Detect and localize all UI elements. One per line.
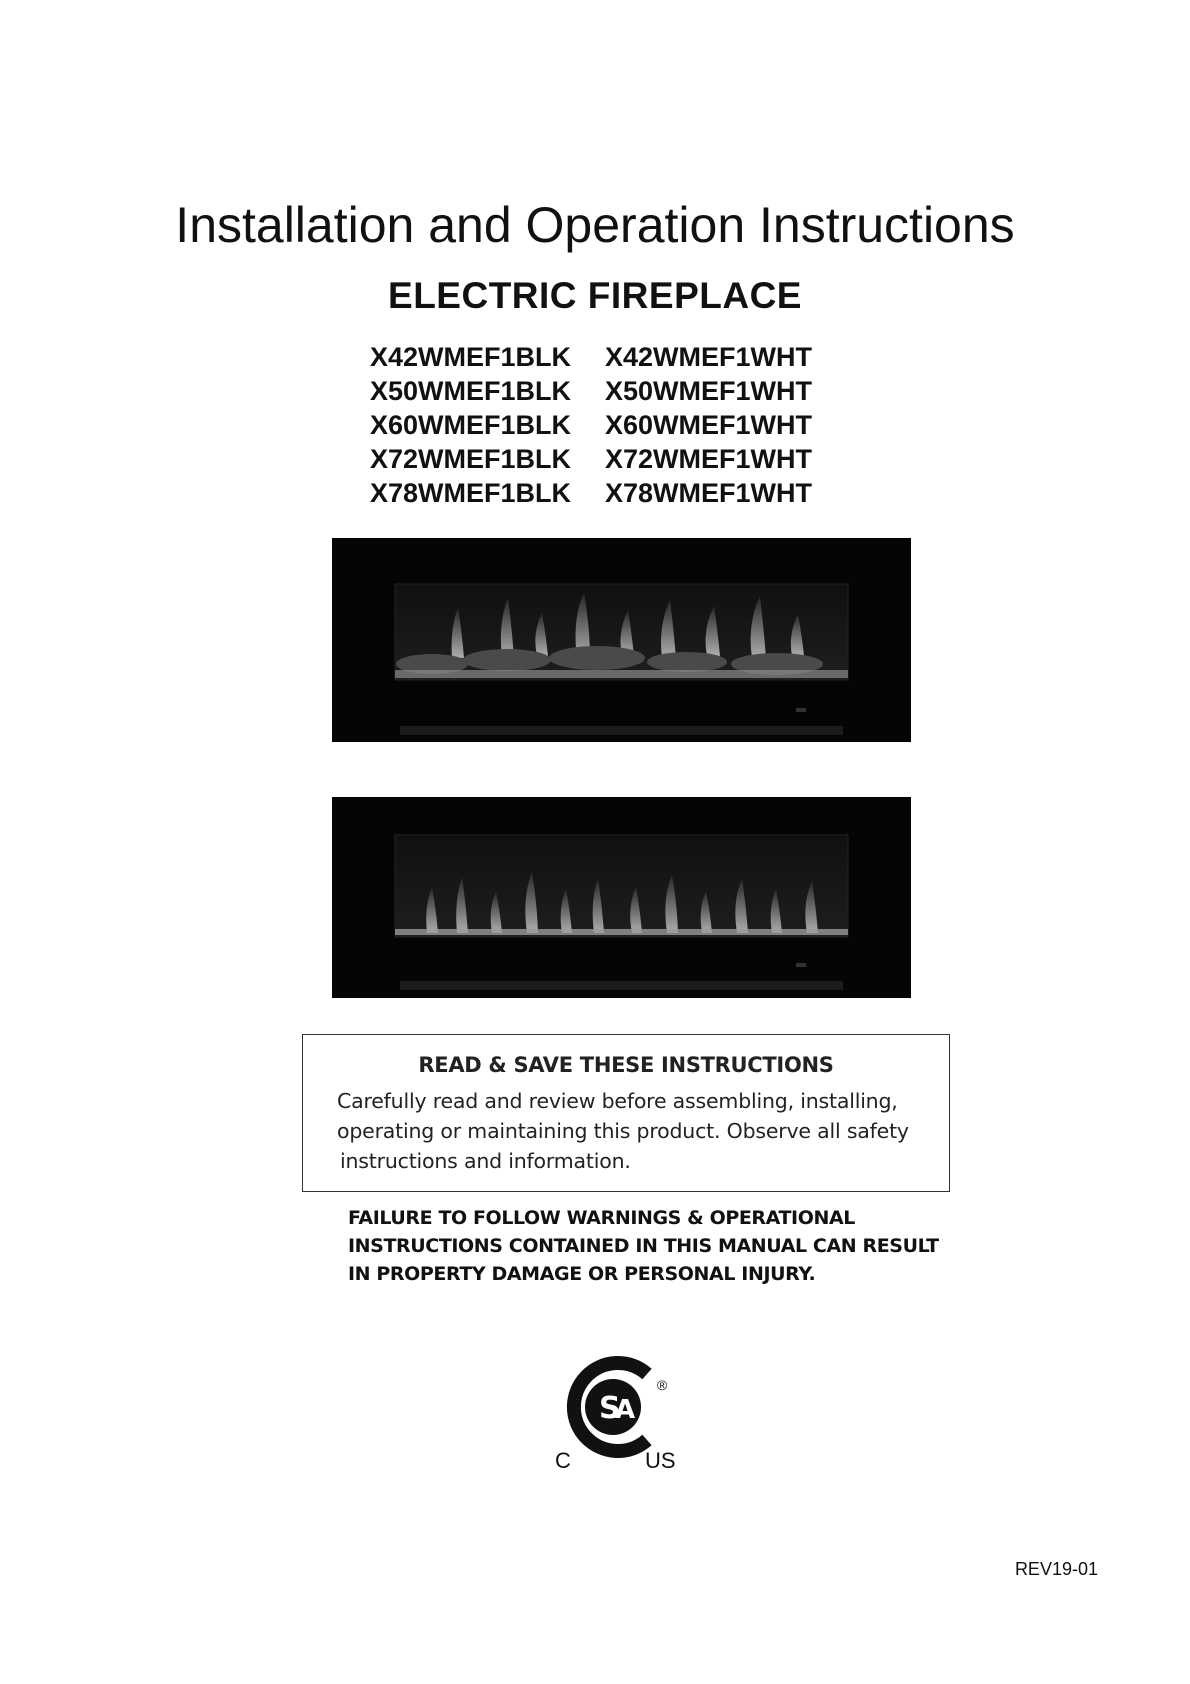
model-row — [370, 476, 840, 510]
read-save-notice — [302, 1034, 950, 1192]
model-list — [370, 340, 840, 510]
fireplace-image-crystals — [332, 797, 911, 998]
model-row — [370, 408, 840, 442]
csa-c-mark: C — [555, 1448, 571, 1472]
notice-line: instructions and information. — [340, 1149, 631, 1173]
model-number-white: X50WMEF1WHT — [605, 376, 813, 406]
model-number-black: X60WMEF1BLK — [370, 410, 572, 440]
fireplace-image-logs — [332, 538, 911, 742]
model-row — [370, 442, 840, 476]
notice-line: operating or maintaining this product. Observe all safety — [337, 1119, 909, 1143]
model-number-white: X72WMEF1WHT — [605, 444, 813, 474]
warning-line: IN PROPERTY DAMAGE OR PERSONAL INJURY. — [348, 1263, 816, 1285]
model-number-black: X50WMEF1BLK — [370, 376, 572, 406]
model-number-white: X42WMEF1WHT — [605, 342, 813, 372]
svg-text:S: S — [599, 1391, 621, 1426]
fireplace-crystals-illustration — [332, 797, 911, 998]
csa-logo-icon — [545, 1352, 695, 1472]
model-number-black: X42WMEF1BLK — [370, 342, 572, 372]
notice-body — [337, 1086, 937, 1176]
warning-line: INSTRUCTIONS CONTAINED IN THIS MANUAL CAN RESULT — [348, 1235, 939, 1257]
revision-code: REV19-01 — [1014, 1559, 1098, 1579]
model-row — [370, 340, 840, 374]
model-number-white: X78WMEF1WHT — [605, 478, 813, 508]
model-number-white: X60WMEF1WHT — [605, 410, 813, 440]
model-number-black: X72WMEF1BLK — [370, 444, 572, 474]
document-title: Installation and Operation Instructions — [175, 197, 1015, 253]
model-number-black: X78WMEF1BLK — [370, 478, 572, 508]
registered-mark: ® — [657, 1377, 668, 1393]
notice-heading: READ & SAVE THESE INSTRUCTIONS — [418, 1053, 834, 1077]
safety-warning — [348, 1204, 968, 1288]
warning-line: FAILURE TO FOLLOW WARNINGS & OPERATIONAL — [348, 1207, 855, 1229]
csa-certification-logo — [545, 1352, 695, 1472]
svg-text:A: A — [615, 1395, 636, 1425]
csa-us-mark: US — [645, 1448, 676, 1472]
fireplace-logs-illustration — [332, 538, 911, 742]
notice-line: Carefully read and review before assembling, installing, — [337, 1089, 898, 1113]
model-row — [370, 374, 840, 408]
product-type: ELECTRIC FIREPLACE — [388, 275, 802, 316]
